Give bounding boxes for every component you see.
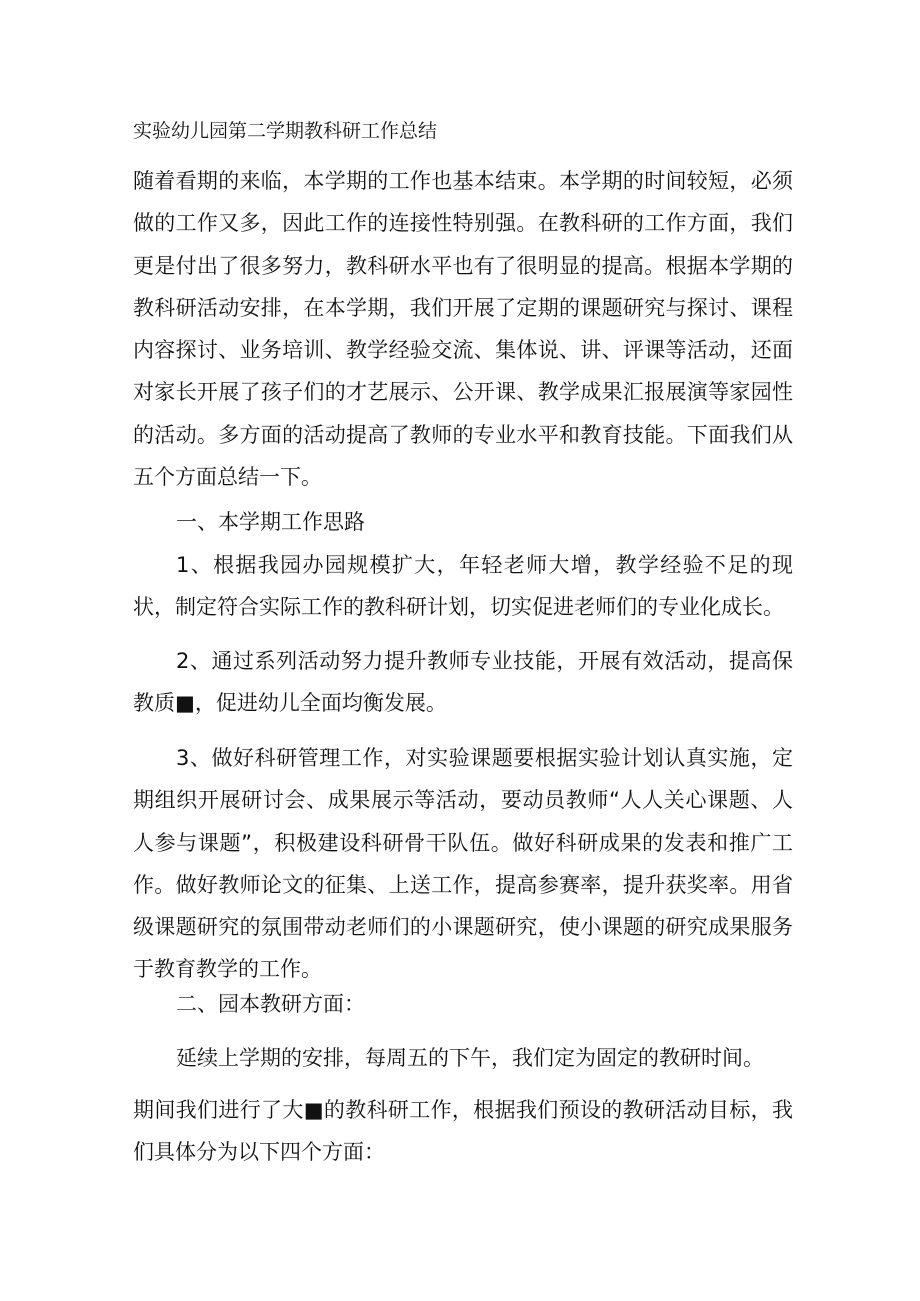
section-heading-work-ideas: 一、本学期工作思路 bbox=[176, 510, 365, 534]
list-item-2: 2、通过系列活动努力提升教师专业技能，开展有效活动，提高保教质■，促进幼儿全面均衡发展。 bbox=[133, 649, 793, 716]
intro-paragraph: 随着看期的来临，本学期的工作也基本结束。本学期的时间较短，必须做的工作又多，因此工作的连接性特别强。在教科研的工作方面，我们更是付出了很多努力，教科研水平也有了很明显的提高。根据本学期的教科研活动安排，在本学期，我们开展了定期的课题研究与探讨、课程内容探讨、业务培训、教学经验交流、集体说、讲、评课等活动，还面对家长开展了孩子们的才艺展示、公开课、教学成果汇报展演等家园性的活动。多方面的活动提高了教师的专业水平和教育技能。下面我们从五个方面总结一下。 bbox=[133, 169, 793, 490]
document-title: 实验幼儿园第二学期教科研工作总结 bbox=[133, 120, 438, 142]
list-item-3: 3、做好科研管理工作，对实验课题要根据实验计划认真实施，定期组织开展研讨会、成果展示等活动，要动员教师“人人关心课题、人人参与课题”，积极建设科研骨干队伍。做好科研成果的发表和推广工作。做好教师论文的征集、上送工作，提高参赛率，提升获奖率。用省级课题研究的氛围带动老师们的小课题研究，使小课题的研究成果服务于教育教学的工作。 bbox=[133, 746, 793, 982]
section-heading-school-research: 二、园本教研方面： bbox=[176, 992, 365, 1016]
section2-paragraph: 期间我们进行了大■的教科研工作，根据我们预设的教研活动目标，我们具体分为以下四个方面： bbox=[133, 1098, 793, 1165]
list-item-1: 1、根据我园办园规模扩大，年轻老师大增，教学经验不足的现状，制定符合实际工作的教科研计划，切实促进老师们的专业化成长。 bbox=[133, 553, 793, 620]
section2-line: 延续上学期的安排，每周五的下午，我们定为固定的教研时间。 bbox=[176, 1046, 764, 1070]
